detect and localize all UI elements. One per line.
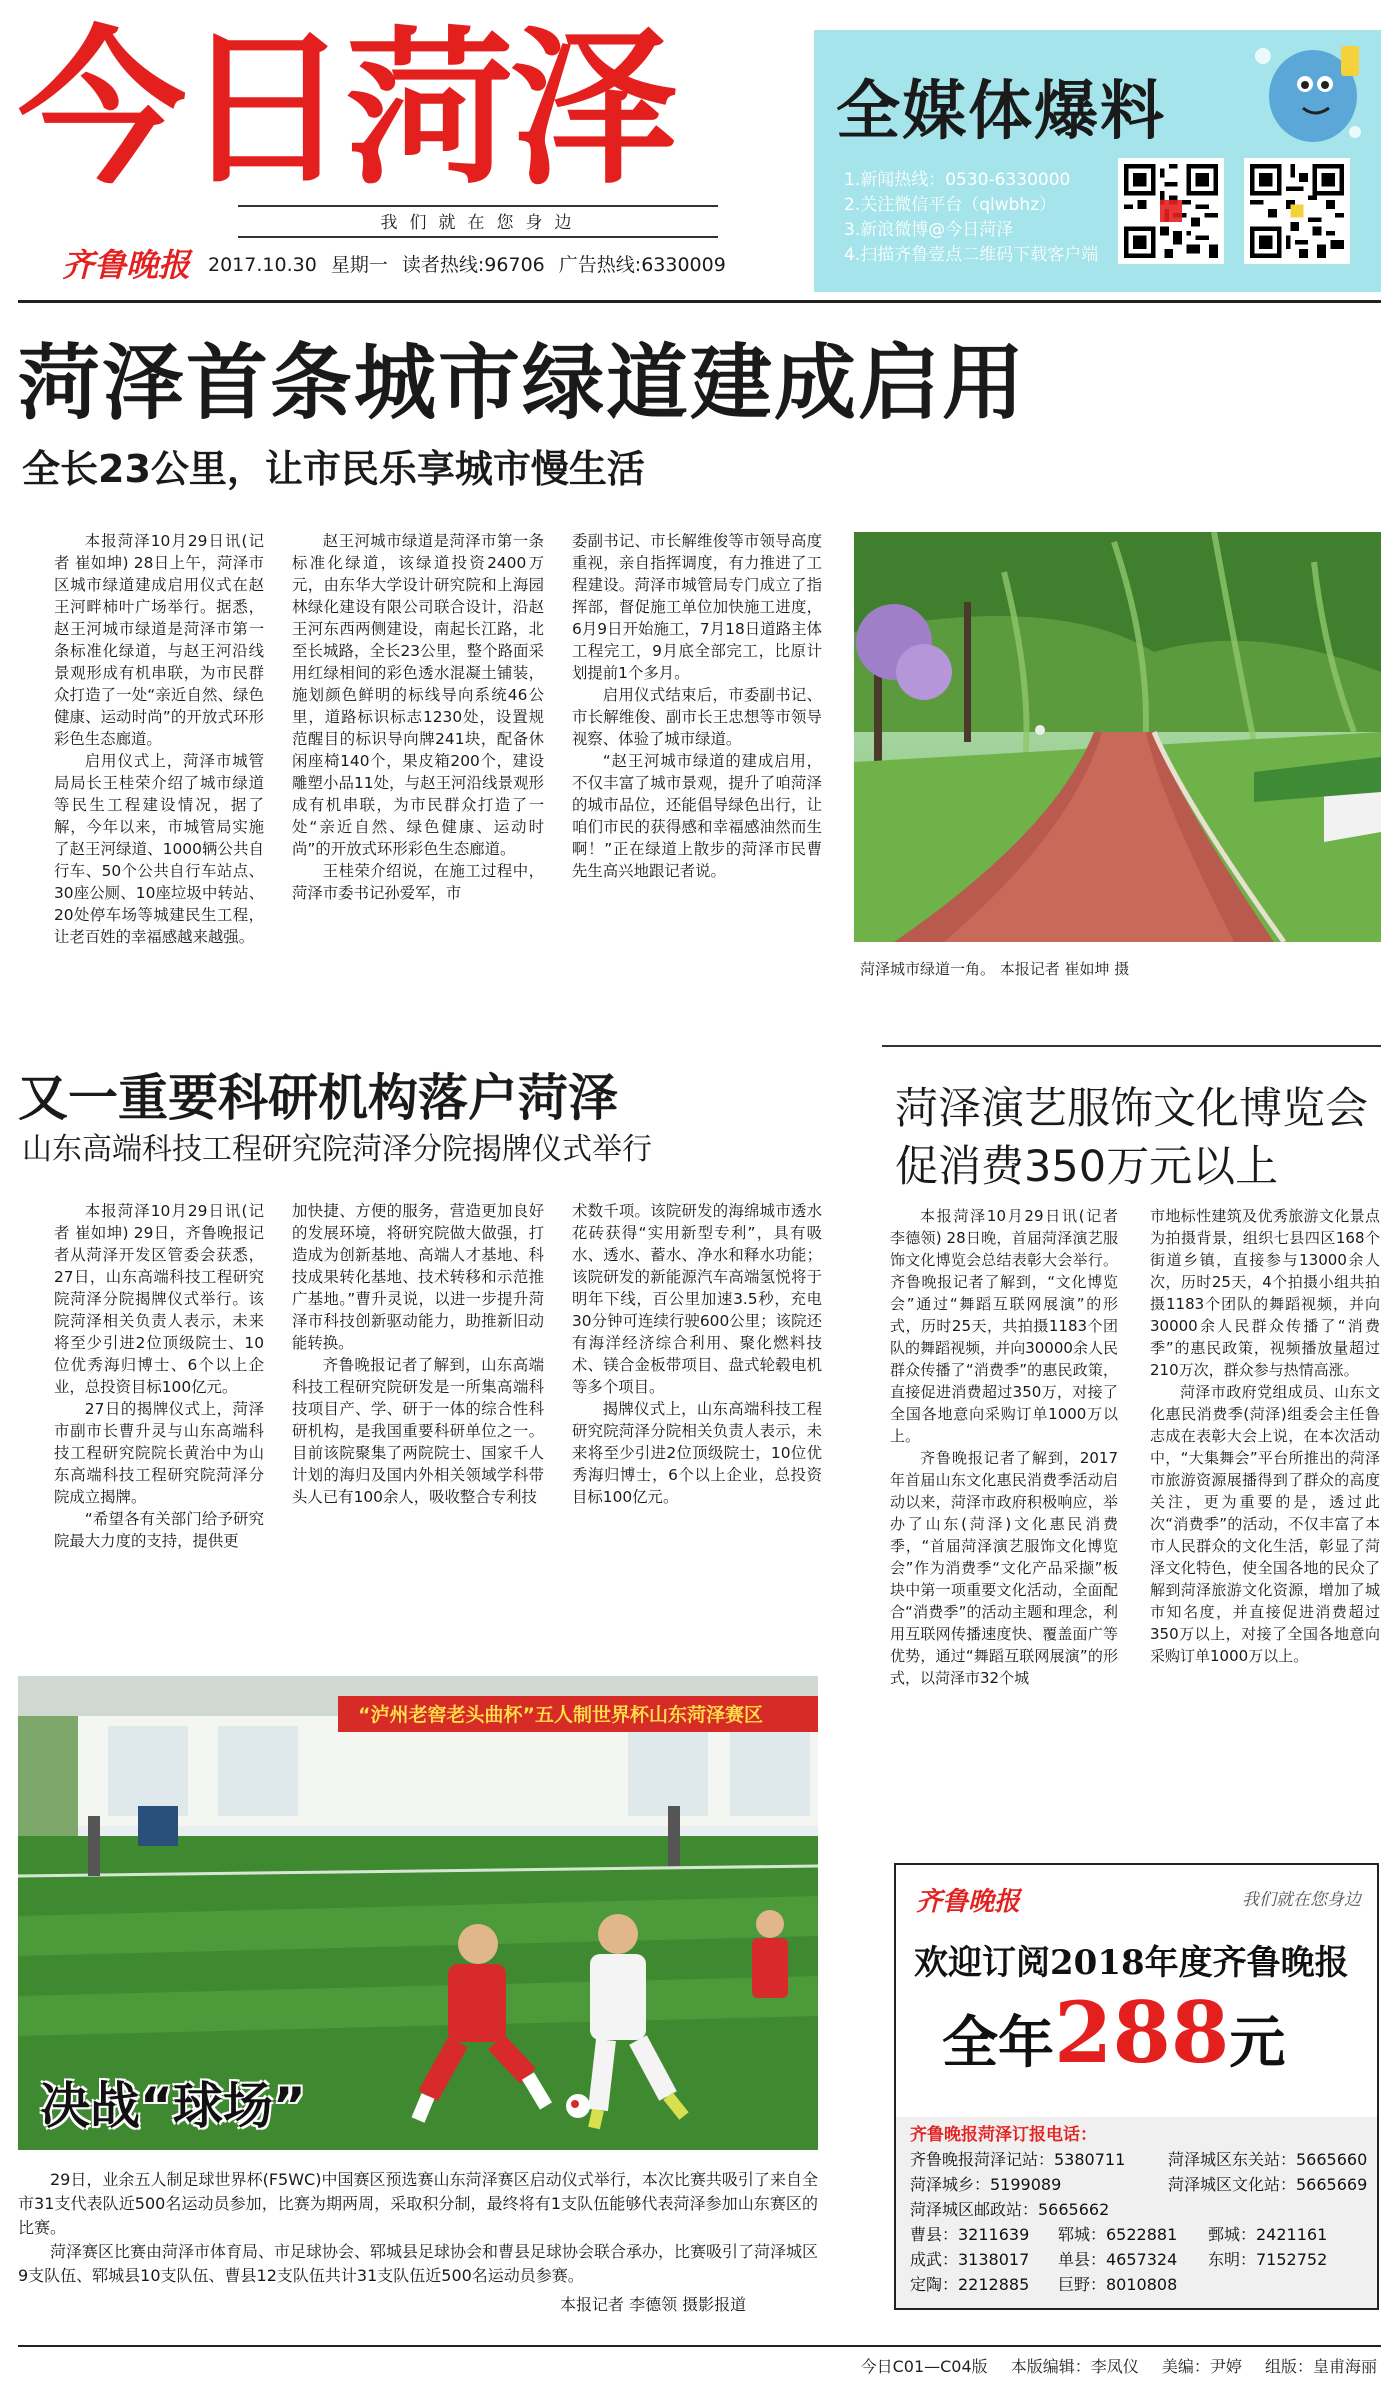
ad-phone-list [896, 2117, 1377, 2308]
qr-code-icon [1118, 158, 1224, 264]
ad-price-label: 全年 [942, 2010, 1054, 2076]
ad-phones-title: 齐鲁晚报菏泽订报电话： [910, 2125, 1097, 2145]
paragraph: 本报菏泽10月29日讯(记者 崔如坤) 28日上午，菏泽市区城市绿道建成启用仪式在赵王河畔柿叶广场举行。据悉，赵王河城市绿道是菏泽市第一条标准化绿道，与赵王河沿线景观形成有机串联，为市民群众打造了一处“亲近自然、绿色健康、运动时尚”的开放式环形彩色生态廊道。 [54, 532, 264, 748]
paragraph: 本报菏泽10月29日讯(记者 崔如坤) 29日，齐鲁晚报记者从菏泽开发区管委会获悉，27日，山东高端科技工程研究院菏泽分院揭牌仪式举行。该院菏泽相关负责人表示，未来将至少引进2位顶级院士、10位优秀海归博士、6个以上企业，总投资目标100亿元。 [54, 1202, 264, 1396]
issue-info [208, 250, 734, 277]
lead-column-1 [54, 530, 264, 948]
paragraph: 揭牌仪式上，山东高端科技工程研究院菏泽分院相关负责人表示，未来将至少引进2位顶级院士，10位优秀海归博士，6个以上企业，总投资目标100亿元。 [572, 1400, 822, 1506]
header-divider [18, 300, 1381, 303]
story2-column-2 [292, 1200, 544, 1508]
phone-entry: 巨野：8010808 [1058, 2275, 1178, 2294]
ad-headline: 欢迎订阅2018年度齐鲁晚报 [914, 1943, 1349, 1983]
masthead-divider [238, 236, 718, 238]
paragraph: 委副书记、市长解维俊等市领导高度重视，亲自指挥调度，有力推进了工程建设。菏泽市城管局专门成立了指挥部，督促施工单位加快施工进度，6月9日开始施工，7月18日道路主体工程完工，9月底全部完工，比原计划提前1个多月。 [572, 532, 822, 682]
ad-price-unit: 元 [1229, 2010, 1286, 2076]
phone-entry: 菏泽城乡：5199089 [910, 2175, 1062, 2194]
paragraph: 菏泽赛区比赛由菏泽市体育局、市足球协会、郓城县足球协会和曹县足球协会联合承办，比赛吸引了菏泽城区9支队伍、郓城县10支队伍、曹县12支队伍共计31支队伍近500名运动员参赛。 [18, 2242, 819, 2285]
phone-row [910, 2172, 1368, 2197]
reader-hotline: 读者热线:96706 [401, 254, 545, 276]
phone-entry: 曹县：3211639 [910, 2225, 1030, 2244]
story2-column-3 [572, 1200, 822, 1508]
phone-entry: 郓城：6522881 [1058, 2225, 1178, 2244]
issue-date: 2017.10.30 [208, 254, 317, 276]
paragraph: “赵王河城市绿道的建成启用，不仅丰富了城市景观，提升了咱菏泽的城市品位，还能倡导绿色出行，让咱们市民的获得感和幸福感油然而生啊！”正在绿道上散步的菏泽市民曹先生高兴地跟记者说。 [572, 752, 822, 880]
football-credit: 本报记者 李德领 摄影报道 [560, 2295, 747, 2314]
phone-entry: 菏泽城区文化站：5665669 [1168, 2175, 1368, 2194]
phone-entry: 菏泽城区邮政站：5665662 [910, 2200, 1110, 2219]
phone-row [910, 2222, 1363, 2247]
masthead-title: 今日菏泽 [18, 14, 674, 204]
story2-subheadline: 山东高端科技工程研究院菏泽分院揭牌仪式举行 [22, 1132, 652, 1167]
story2-column-1 [54, 1200, 264, 1552]
story3-column-1 [890, 1205, 1118, 1689]
media-box-title: 全媒体爆料 [836, 75, 1166, 149]
story3-headline: 菏泽演艺服饰文化博览会 [895, 1084, 1368, 1134]
paragraph: 赵王河城市绿道是菏泽市第一条标准化绿道，该绿道投资2400万元，由东华大学设计研究院和上海园林绿化建设有限公司联合设计，沿赵王河东西两侧建设，南起长江路，北至长城路，全长23公里，整个路面采用红绿相间的彩色透水混凝土铺装，施划颜色鲜明的标线导向系统46公里，道路标识标志1230处，设置规范醒目的标识导向牌241块，配备休闲座椅140个，果皮箱200个，建设雕塑小品11处，与赵王河沿线景观形成有机串联，为市民群众打造了一处“亲近自然、绿色健康、运动时尚”的开放式环形彩色生态廊道。 [292, 532, 544, 858]
masthead-slogan: 我们就在您身边 [380, 213, 584, 233]
football-overlay-title: 决战“球场” [40, 2077, 306, 2135]
phone-entry: 东明：7152752 [1208, 2250, 1328, 2269]
issue-weekday: 星期一 [330, 254, 388, 276]
ad-hotline: 广告热线:6330009 [558, 254, 726, 276]
phone-row [910, 2197, 1363, 2222]
phone-entry: 定陶：2212885 [910, 2275, 1030, 2294]
story2-headline: 又一重要科研机构落户菏泽 [18, 1069, 618, 1127]
phone-row [910, 2272, 1363, 2297]
paragraph: 启用仪式上，菏泽市城管局局长王桂荣介绍了城市绿道等民生工程建设情况，据了解，今年以来，市城管局实施了赵王河绿道、1000辆公共自行车、50个公共自行车站点、30座公厕、10座垃圾中转站、20处停车场等城建民生工程，让老百姓的幸福感越来越强。 [54, 752, 264, 946]
phone-entry: 单县：4657324 [1058, 2250, 1178, 2269]
lead-column-2 [292, 530, 544, 904]
footer-designer: 美编：尹婷 [1161, 2357, 1242, 2376]
media-item: 2.关注微信平台（qlwbhz） [844, 195, 1057, 215]
footer [843, 2354, 1377, 2377]
lead-column-3 [572, 530, 822, 882]
footer-editor: 本版编辑：李凤仪 [1010, 2357, 1139, 2376]
paragraph: 王桂荣介绍说，在施工过程中，菏泽市委书记孙爱军，市 [292, 862, 544, 902]
story3-headline-line2: 促消费350万元以上 [895, 1142, 1279, 1192]
media-item: 4.扫描齐鲁壹点二维码下载客户端 [844, 245, 1099, 265]
media-box [814, 30, 1381, 292]
phone-entry: 鄄城：2421161 [1208, 2225, 1328, 2244]
paragraph: 菏泽市政府党组成员、山东文化惠民消费季(菏泽)组委会主任鲁志成在表彰大会上说，在本次活动中，“大集舞会”平台所推出的菏泽市旅游资源展播得到了群众的高度关注，更为重要的是，透过此次“消费季”的活动，不仅丰富了本市人民群众的文化生活，彰显了菏泽文化特色，使全国各地的民众了解到菏泽旅游文化资源，增加了城市知名度，并直接促进消费超过350万以上，对接了全国各地意向采购订单1000万以上。 [1150, 1383, 1380, 1665]
qr-code-icon [1244, 158, 1350, 264]
phone-entry: 齐鲁晚报菏泽记站：5380711 [910, 2150, 1126, 2169]
football-banner: “泸州老窖老头曲杯”五人制世界杯山东菏泽赛区 [358, 1704, 763, 1726]
paragraph: 29日，业余五人制足球世界杯(F5WC)中国赛区预选赛山东菏泽赛区启动仪式举行，本次比赛共吸引了来自全市31支代表队近500名运动员参加，比赛为期两周，采取积分制，最终将有1支队伍能够代表菏泽参加山东赛区的比赛。 [18, 2170, 818, 2237]
subscription-ad [894, 1863, 1379, 2310]
ad-price [942, 1983, 1285, 2082]
football-caption [18, 2168, 818, 2288]
footer-divider [18, 2345, 1381, 2347]
media-contact-list [844, 168, 1134, 268]
section-divider [882, 1045, 1381, 1047]
ad-logo: 齐鲁晚报 [916, 1887, 1021, 1917]
paragraph: 27日的揭牌仪式上，菏泽市副市长曹升灵与山东高端科技工程研究院院长黄治中为山东高端科技工程研究院菏泽分院成立揭牌。 [54, 1400, 264, 1506]
footer-proof: 组版：皇甫海丽 [1264, 2357, 1377, 2376]
lead-headline: 菏泽首条城市绿道建成启用 [18, 336, 1027, 431]
phone-entry: 成武：3138017 [910, 2250, 1030, 2269]
football-photo [18, 1676, 818, 2150]
paragraph: 齐鲁晚报记者了解到，2017年首届山东文化惠民消费季活动启动以来，菏泽市政府积极响应，举办了山东(菏泽)文化惠民消费季，“首届菏泽演艺服饰文化博览会”作为消费季“文化产品采撷”板块中第一项重要文化活动，全面配合“消费季”的活动主题和理念，利用互联网传播速度快、覆盖面广等优势，通过“舞蹈互联网展演”的形式，以菏泽市32个城 [890, 1449, 1118, 1687]
media-item: 3.新浪微博@今日菏泽 [844, 220, 1014, 240]
ad-price-value: 288 [1054, 1983, 1230, 2082]
paper-logo: 齐鲁晚报 [62, 246, 191, 284]
footer-pages: 今日C01—C04版 [860, 2357, 988, 2376]
masthead-rule [238, 205, 718, 207]
paragraph: 启用仪式结束后，市委副书记、市长解维俊、副市长王忠想等市领导视察、体验了城市绿道。 [572, 686, 822, 748]
greenway-photo [854, 532, 1381, 942]
phone-entry: 菏泽城区东关站：5665660 [1168, 2150, 1368, 2169]
cartoon-figure-icon [1243, 36, 1373, 154]
story3-column-2 [1150, 1205, 1380, 1667]
paragraph: 市地标性建筑及优秀旅游文化景点为拍摄背景，组织七县四区168个街道乡镇，直接参与13000余人次，历时25天，4个拍摄小组共拍摄1183个团队的舞蹈视频，并向30000余人民群众传播了“消费季”的惠民政策，视频播放量超过210万次，群众参与热情高涨。 [1150, 1207, 1380, 1379]
phone-row [910, 2147, 1368, 2172]
greenway-photo-caption: 菏泽城市绿道一角。 本报记者 崔如坤 摄 [860, 960, 1130, 978]
phone-row [910, 2247, 1363, 2272]
paragraph: 术数千项。该院研发的海绵城市透水花砖获得“实用新型专利”，具有吸水、透水、蓄水、净水和释水功能；该院研发的新能源汽车高端氢悦将于明年下线，百公里加速3.5秒，充电30分钟可连续行驶600公里；该院还有海洋经济综合利用、聚化燃料技术、镁合金板带项目、盘式轮毂电机等多个项目。 [572, 1202, 822, 1396]
paragraph: 加快捷、方便的服务，营造更加良好的发展环境，将研究院做大做强，打造成为创新基地、高端人才基地、科技成果转化基地、技术转移和示范推广基地。”曹升灵说，以进一步提升菏泽市科技创新驱动能力，助推新旧动能转换。 [292, 1202, 544, 1352]
ad-slogan: 我们就在您身边 [1242, 1890, 1361, 1910]
lead-subheadline: 全长23公里，让市民乐享城市慢生活 [22, 447, 645, 491]
media-item: 1.新闻热线：0530-6330000 [844, 170, 1071, 190]
paragraph: 本报菏泽10月29日讯(记者 李德领) 28日晚，首届菏泽演艺服饰文化博览会总结表彰大会举行。齐鲁晚报记者了解到，“文化博览会”通过“舞蹈互联网展演”的形式，历时25天，共拍摄1183个团队的舞蹈视频，并向30000余人民群众传播了“消费季”的惠民政策，直接促进消费超过350万，对接了全国各地意向采购订单1000万以上。 [890, 1207, 1118, 1445]
paragraph: 齐鲁晚报记者了解到，山东高端科技工程研究院研发是一所集高端科技项目产、学、研于一体的综合性科研机构，是我国重要科研单位之一。目前该院聚集了两院院士、国家千人计划的海归及国内外相关领域学科带头人已有100余人，吸收整合专利技 [292, 1356, 544, 1506]
paragraph: “希望各有关部门给予研究院最大力度的支持，提供更 [54, 1510, 264, 1550]
